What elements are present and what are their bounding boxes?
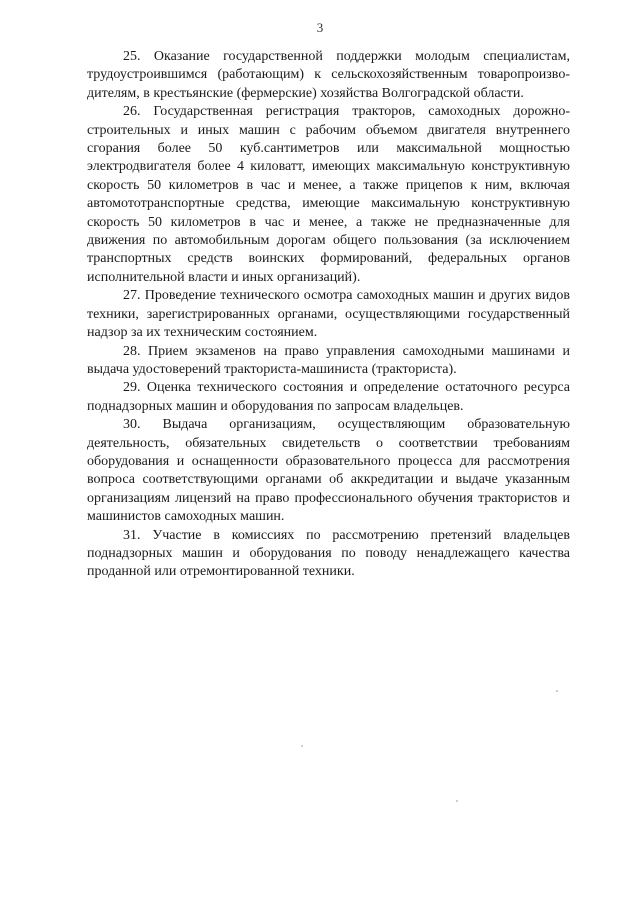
- item-29: 29. Оценка технического состояния и определение остаточного ресурса поднадзорных машин и оборудования по запросам владельцев.: [87, 380, 570, 414]
- item-27: 27. Проведение технического осмотра самоходных машин и других видов техники, зарегистрированных органами, осуществляющими государственный надзор за их техническим состоянием.: [87, 288, 570, 341]
- item-28: 28. Прием экзаменов на право управления самоходными машинами и выдача удостоверений тракториста-машиниста (тракториста).: [87, 343, 570, 377]
- document-body: [87, 48, 570, 582]
- scan-speck: [456, 800, 458, 802]
- page-number: 3: [316, 20, 324, 35]
- item-30: 30. Выдача организациям, осуществляющим образовательную деятельность, обязательных свидетельств о соответствии требованиям оборудования и оснащенности образовательного процесса для рассмотрения вопроса соответствующими органами об аккредитации и выдаче указанным организациям лицензий на право профессионального обучения трактористов и машинистов самоходных машин.: [87, 417, 570, 525]
- scan-speck: [556, 690, 558, 692]
- item-31: 31. Участие в комиссиях по рассмотрению претензий владельцев поднадзорных машин и оборудования по поводу ненадлежащего качества проданной или отремонтированной техники.: [87, 527, 570, 580]
- item-26: 26. Государственная регистрация тракторов, самоходных дорожно-строительных и иных машин с рабочим объемом двигателя внутреннего сгорания более 50 куб.сантиметров или максимальной мощностью электродвигателя более 4 киловатт, имеющих максимальную конструктивную скорость 50 километров в час и менее, а также прицепов к ним, включая автомототранспортные средства, имеющие максимальную конструктивную скорость 50 километров в час и менее, а также не предназначенные для движения по автомобильным дорогам общего пользования (за исключением транспортных средств воинских формирований, федеральных органов исполнительной власти и иных организаций).: [87, 104, 570, 285]
- scan-speck: [301, 745, 303, 747]
- item-25: 25. Оказание государственной поддержки молодым специалистам, трудоустроившимся (работающим) к сельскохозяйственным товаропроизводителям, в крестьянские (фермерские) хозяйства Волгоградской области.: [87, 49, 570, 101]
